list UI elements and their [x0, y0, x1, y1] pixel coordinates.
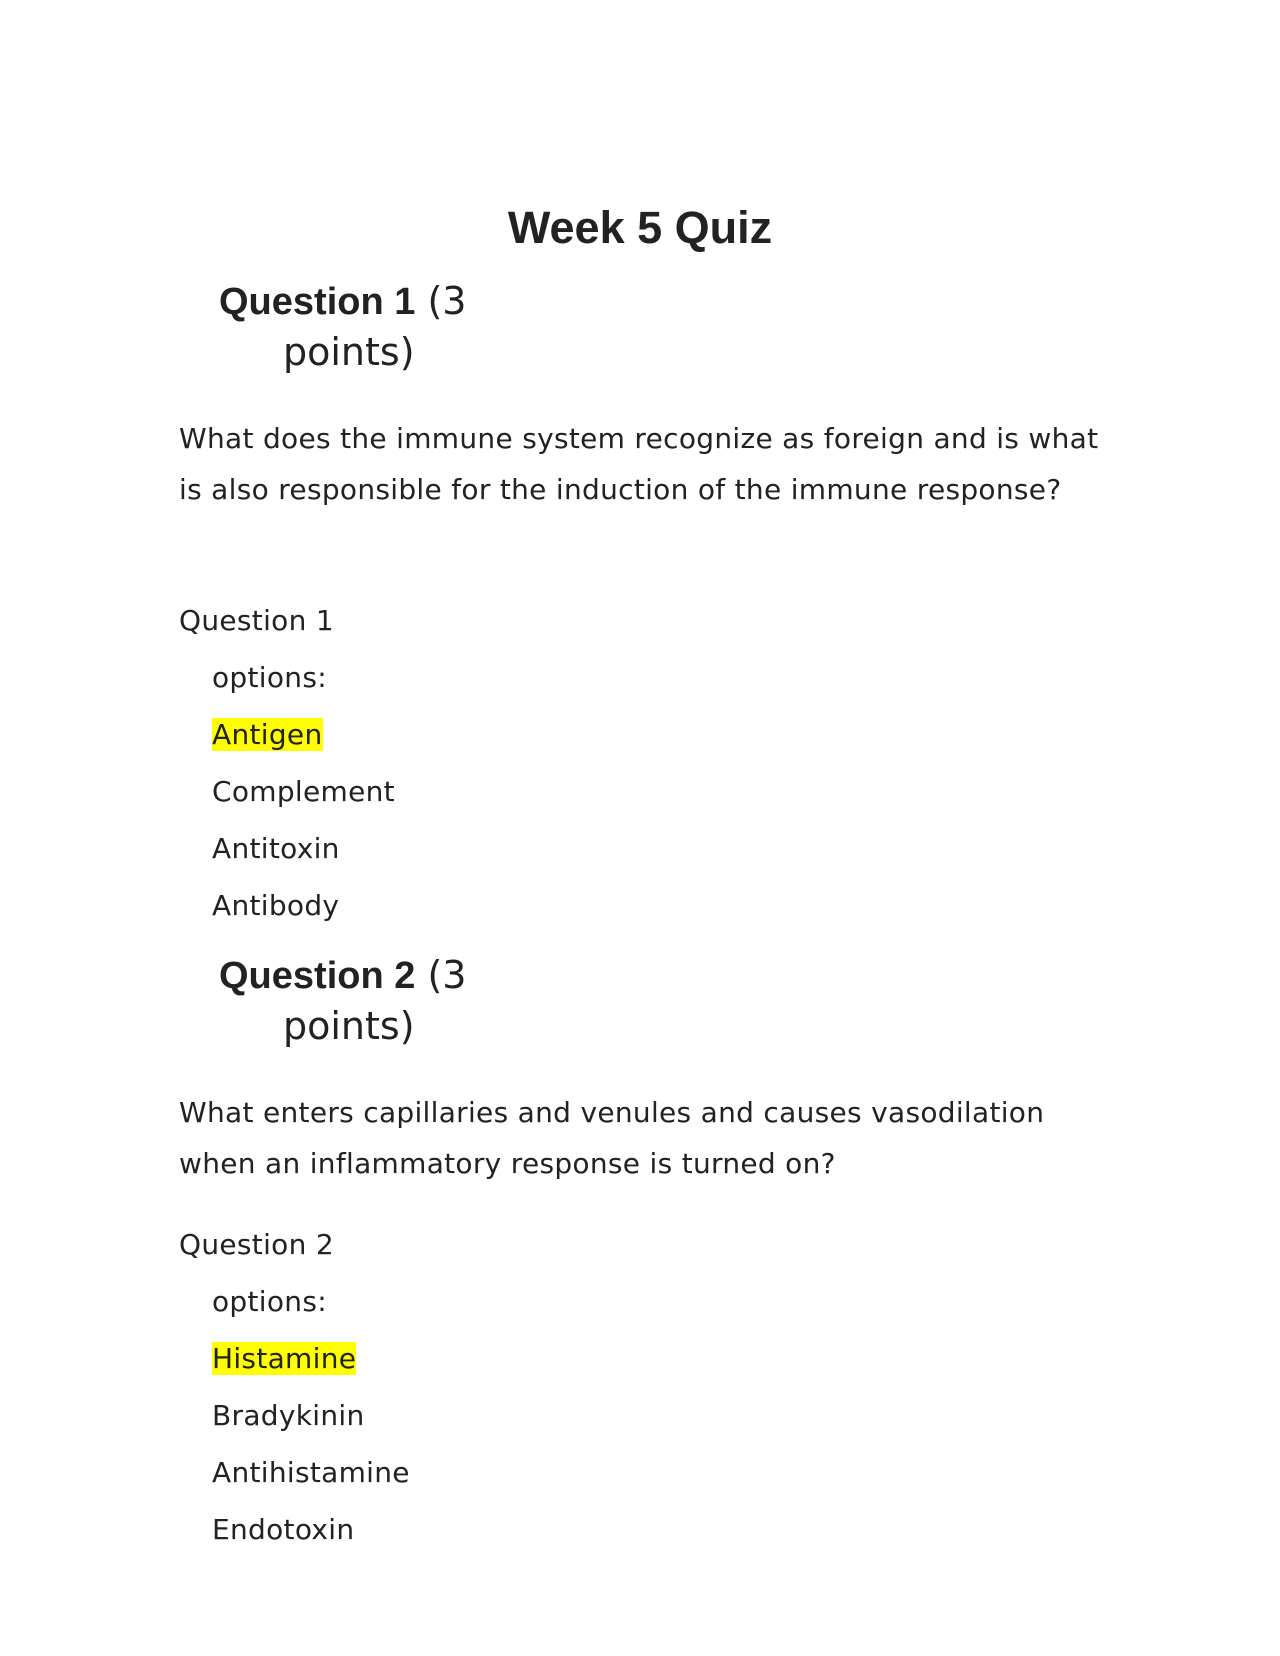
question-2-name: Question 2 — [219, 955, 416, 997]
question-1-points-close: points) — [283, 330, 415, 374]
question-1-text: What does the immune system recognize as foreign and is what is also responsible for the induction of the immune response? — [179, 422, 1099, 506]
answer-highlight: Antigen — [212, 718, 323, 751]
question-1-option-1[interactable] — [212, 717, 323, 753]
question-2-option-4[interactable]: Endotoxin — [212, 1513, 355, 1546]
question-2-options-label: options: — [212, 1285, 327, 1318]
question-2-text: What enters capillaries and venules and causes vasodilation when an inflammatory response is turned on? — [179, 1096, 1045, 1180]
question-1-points-open: (3 — [427, 279, 467, 323]
question-2-option-3[interactable]: Antihistamine — [212, 1456, 410, 1489]
question-1-label: Question 1 — [179, 604, 334, 637]
question-2-option-2[interactable]: Bradykinin — [212, 1399, 365, 1432]
question-1-option-4[interactable]: Antibody — [212, 889, 340, 922]
page-title: Week 5 Quiz — [507, 202, 773, 253]
answer-highlight: Histamine — [212, 1342, 357, 1375]
question-1-option-2[interactable]: Complement — [212, 775, 395, 808]
question-2-label: Question 2 — [179, 1228, 334, 1261]
question-2-points-open: (3 — [427, 953, 467, 997]
question-1-option-3[interactable]: Antitoxin — [212, 832, 340, 865]
question-2-points-close: points) — [283, 1004, 415, 1048]
question-2-heading — [219, 950, 519, 1051]
question-1-name: Question 1 — [219, 281, 416, 323]
question-1-heading — [219, 276, 519, 377]
question-1-options-label: options: — [212, 661, 327, 694]
question-2-option-1[interactable] — [212, 1341, 356, 1377]
